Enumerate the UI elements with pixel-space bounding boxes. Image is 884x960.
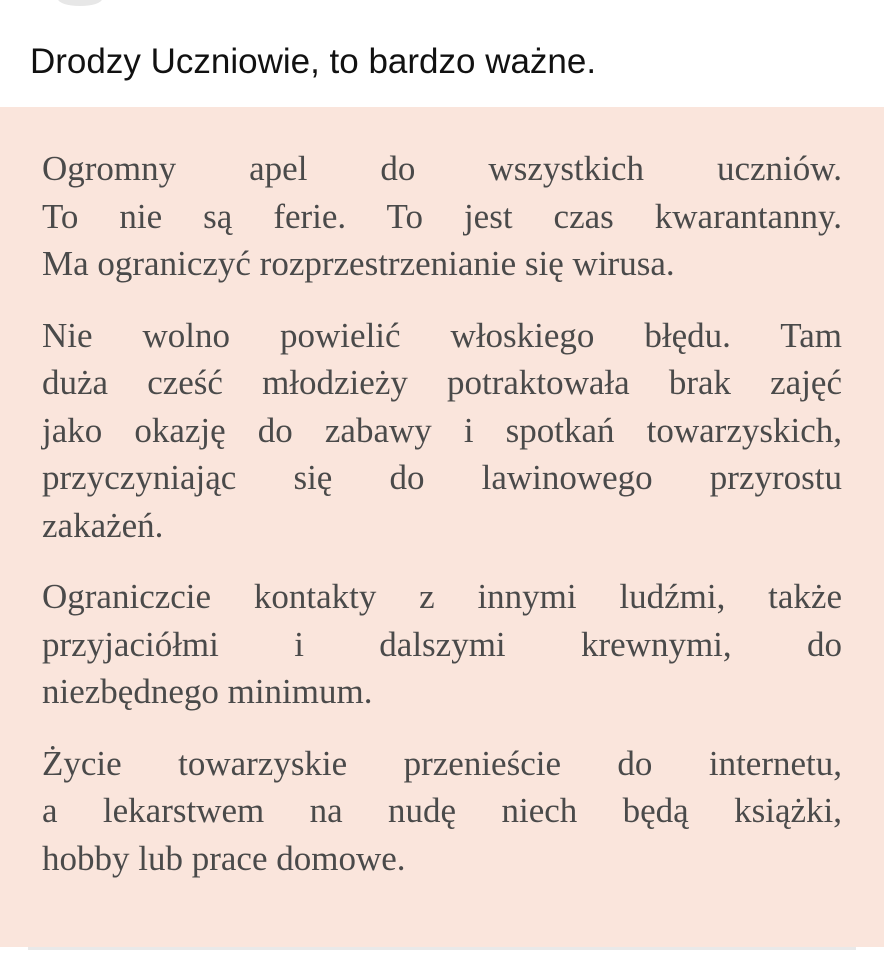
text-line: Ograniczcie kontakty z innymi ludźmi, także <box>42 577 842 616</box>
post-text: Drodzy Uczniowie, to bardzo ważne. <box>30 42 597 81</box>
text-line: przyjaciółmi i dalszymi krewnymi, do <box>42 624 842 664</box>
text-line: duża cześć młodzieży potraktowała brak zajęć <box>42 363 842 402</box>
text-line: Ogromny apel do wszystkich uczniów. <box>42 149 842 188</box>
text-line: jako okazję do zabawy i spotkań towarzyskich, <box>42 410 842 450</box>
text-line: zakażeń. <box>42 505 164 545</box>
text-line: Ma ograniczyć rozprzestrzenianie się wirusa. <box>42 244 675 283</box>
text-line: hobby lub prace domowe. <box>42 838 406 878</box>
text-line: Nie wolno powielić włoskiego błędu. Tam <box>42 315 842 355</box>
post-image[interactable] <box>0 107 884 947</box>
paragraph-2 <box>42 312 842 550</box>
text-line: niezbędnego minimum. <box>42 672 373 711</box>
text-line: przyczyniając się do lawinowego przyrostu <box>42 458 842 497</box>
paragraph-3 <box>42 573 842 716</box>
text-line: Życie towarzyskie przenieście do internetu, <box>42 743 842 783</box>
text-line: To nie są ferie. To jest czas kwarantanny. <box>42 196 842 236</box>
paragraph-4 <box>42 740 842 883</box>
text-line: a lekarstwem na nudę niech będą książki, <box>42 791 842 830</box>
image-text-block <box>42 145 842 906</box>
avatar[interactable] <box>58 0 102 6</box>
paragraph-1 <box>42 145 842 288</box>
